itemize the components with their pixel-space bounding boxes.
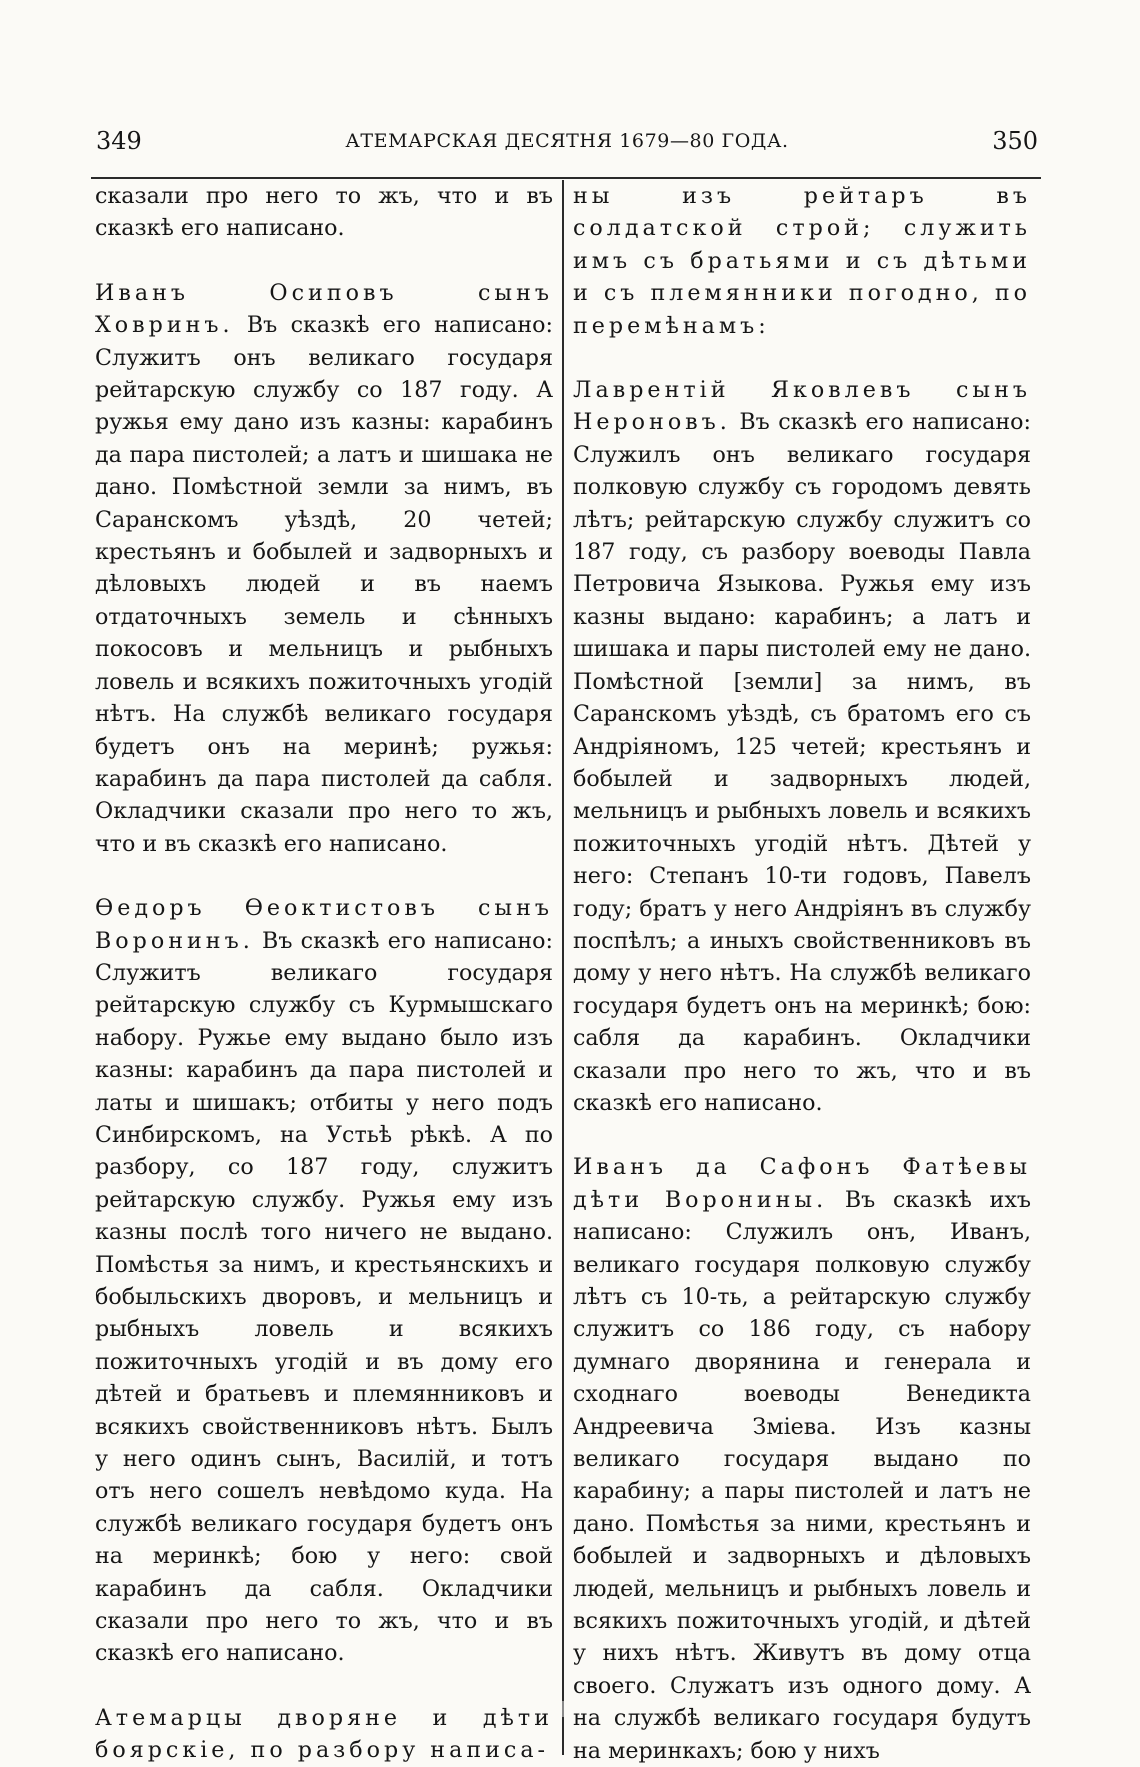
left-column [95, 180, 553, 1767]
entry-text: Въ сказкѣ его написано: Служитъ великаго государя рейтарскую службу съ Курмышскаго набору. Ружье ему выдано было изъ казны: карабинъ да пара пистолей и латы и шишакъ; отбиты у него подъ Синбирскомъ, на Устьѣ рѣкѣ. А по разбору, со 187 году, служитъ рейтарскую службу. Ружья ему изъ казны послѣ того ничего не выдано. Помѣстья за нимъ, и крестьянскихъ и бобыльскихъ дворовъ, и мельницъ и рыбныхъ ловель и всякихъ пожиточныхъ угодій и въ дому его дѣтей и братьевъ и племянниковъ и всякихъ свойственниковъ нѣтъ. Былъ у него одинъ сынъ, Василій, и тотъ отъ него сошелъ невѣдомо куда. На службѣ великаго государя будетъ онъ на меринкѣ; бою у него: свой карабинъ да сабля. Окладчики сказали про него то жъ, что и въ сказкѣ его написано. [95, 927, 553, 1667]
page-number-right: 350 [992, 127, 1038, 155]
running-title: АТЕМАРСКАЯ ДЕСЯТНЯ 1679—80 ГОДА. [345, 130, 789, 152]
section-heading-continued: ны изъ рейтаръ въ солдатской строй; служить имъ съ братьями и съ дѣтьми и съ племянники погодно, по перемѣнамъ: [573, 183, 1031, 339]
section-heading: Атемарцы дворяне и дѣти боярскіе, по разбору написа- [95, 1704, 553, 1764]
entry-ivan-khovrin [95, 277, 553, 860]
right-column [573, 180, 1031, 1767]
paragraph-gap [95, 245, 553, 277]
entry-name: Иванъ да Сафонъ Фатѣевы дѣти Воронины. [573, 1154, 1031, 1213]
entry-voronin-brothers [573, 1151, 1031, 1767]
entry-lavrentiy-neronov [573, 374, 1031, 1119]
paragraph-gap [573, 1119, 1031, 1151]
header-rule [91, 177, 1041, 179]
page-number-left: 349 [96, 127, 142, 155]
page-header [96, 124, 1038, 158]
entry-fedor-voronin [95, 892, 553, 1670]
entry-text: Въ сказкѣ его написано: Служитъ онъ великаго государя рейтарскую службу со 187 году. А ружья ему дано изъ казны: карабинъ да пара пистолей; а латъ и шишака не дано. Помѣстной земли за нимъ, въ Саранскомъ уѣздѣ, 20 четей; крестьянъ и бобылей и задворныхъ и дѣловыхъ людей и въ наемъ отдаточныхъ земель и сѣнныхъ покосовъ и мельницъ и рыбныхъ ловель и всякихъ пожиточныхъ угодій нѣтъ. На службѣ великаго государя будетъ онъ на меринѣ; ружья: карабинъ да пара пистолей да сабля. Окладчики сказали про него то жъ, что и въ сказкѣ его написано. [95, 312, 553, 857]
entry-text: Въ сказкѣ его написано: Служилъ онъ великаго государя полковую службу съ городомъ девять лѣтъ; рейтарскую службу служитъ со 187 году, съ разбору воеводы Павла Петровича Языкова. Ружья ему изъ казны выдано: карабинъ; а латъ и шишака и пары пистолей ему не дано. Помѣстной [земли] за нимъ, въ Саранскомъ уѣздѣ, съ братомъ его съ Андріяномъ, 125 четей; крестьянъ и бобылей и задворныхъ людей, мельницъ и рыбныхъ ловель и всякихъ пожиточныхъ угодій нѣтъ. Дѣтей у него: Степанъ 10-ти годовъ, Павелъ году; братъ у него Андріянъ въ службу поспѣлъ; а иныхъ свойственниковъ въ дому у него нѣтъ. На службѣ великаго государя будетъ онъ на меринкѣ; бою: сабля да карабинъ. Окладчики сказали про него то жъ, что и въ сказкѣ его написано. [573, 409, 1031, 1116]
paragraph-gap [95, 1670, 553, 1702]
entry-name: Ѳедоръ Ѳеоктистовъ сынъ Воронинъ. [95, 895, 553, 954]
entry-text: Въ сказкѣ ихъ написано: Служилъ онъ, Иванъ, великаго государя полковую службу лѣтъ съ 10-ть, а рейтарскую службу служитъ со 186 году, съ набору думнаго дворянина и генерала и сходнаго воеводы Венедикта Андреевича Зміева. Изъ казны великаго государя выдано по карабину; а пары пистолей и латъ не дано. Помѣстья за ними, крестьянъ и бобылей и задворныхъ и дѣловыхъ людей, мельницъ и рыбныхъ ловель и всякихъ пожиточныхъ угодій, и дѣтей у нихъ нѣтъ. Живутъ въ дому отца своего. Служатъ изъ одного дому. А на службѣ великаго государя будутъ на меринкахъ; бою у нихъ [573, 1186, 1031, 1764]
gutter-mark [562, 1701, 564, 1717]
entry-name: Иванъ Осиповъ сынъ Ховринъ. [95, 279, 553, 339]
paragraph-gap [95, 860, 553, 892]
entry-name: Лаврентій Яковлевъ сынъ Нероновъ. [573, 377, 1031, 436]
paragraph: сказали про него то жъ, что и въ сказкѣ его написано. [95, 183, 553, 242]
column-divider [562, 180, 564, 1755]
paragraph-gap [573, 342, 1031, 374]
